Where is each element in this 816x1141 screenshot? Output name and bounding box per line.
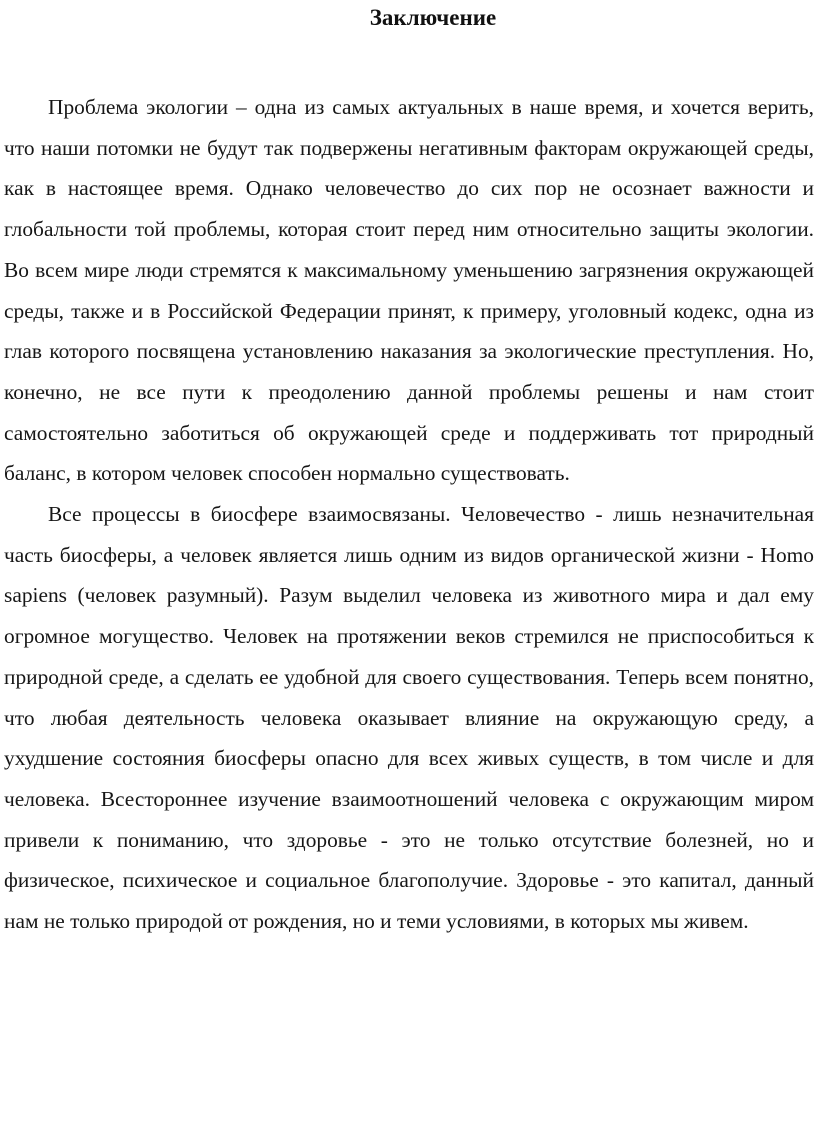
paragraph: Проблема экологии – одна из самых актуальных в наше время, и хочется верить, что наши потомки не будут так подвержены негативным факторам окружающей среды, как в настоящее время. Однако человечество до сих пор не осознает важности и глобальности той проблемы, которая стоит перед ним относительно защиты экологии. Во всем мире люди стремятся к максимальному уменьшению загрязнения окружающей среды, также и в Российской Федерации принят, к примеру, уголовный кодекс, одна из глав которого посвящена установлению наказания за экологические преступления. Но, конечно, не все пути к преодолению данной проблемы решены и нам стоит самостоятельно заботиться об окружающей среде и поддерживать тот природный баланс, в котором человек способен нормально существовать.	[4, 95, 814, 486]
paragraph: Все процессы в биосфере взаимосвязаны. Человечество - лишь незначительная часть биосферы, а человек является лишь одним из видов органической жизни - Homo sapiens (человек разумный). Разум выделил человека из животного мира и дал ему огромное могущество. Человек на протяжении веков стремился не приспособиться к природной среде, а сделать ее удобной для своего существования. Теперь всем понятно, что любая деятельность человека оказывает влияние на окружающую среду, а ухудшение состояния биосферы опасно для всех живых существ, в том числе и для человека. Всестороннее изучение взаимоотношений человека с окружающим миром привели к пониманию, что здоровье - это не только отсутствие болезней, но и физическое, психическое и социальное благополучие. Здоровье - это капитал, данный нам не только природой от рождения, но и теми условиями, в которых мы живем.	[4, 502, 814, 934]
document-body	[4, 87, 814, 942]
page-title: Заключение	[369, 5, 497, 30]
